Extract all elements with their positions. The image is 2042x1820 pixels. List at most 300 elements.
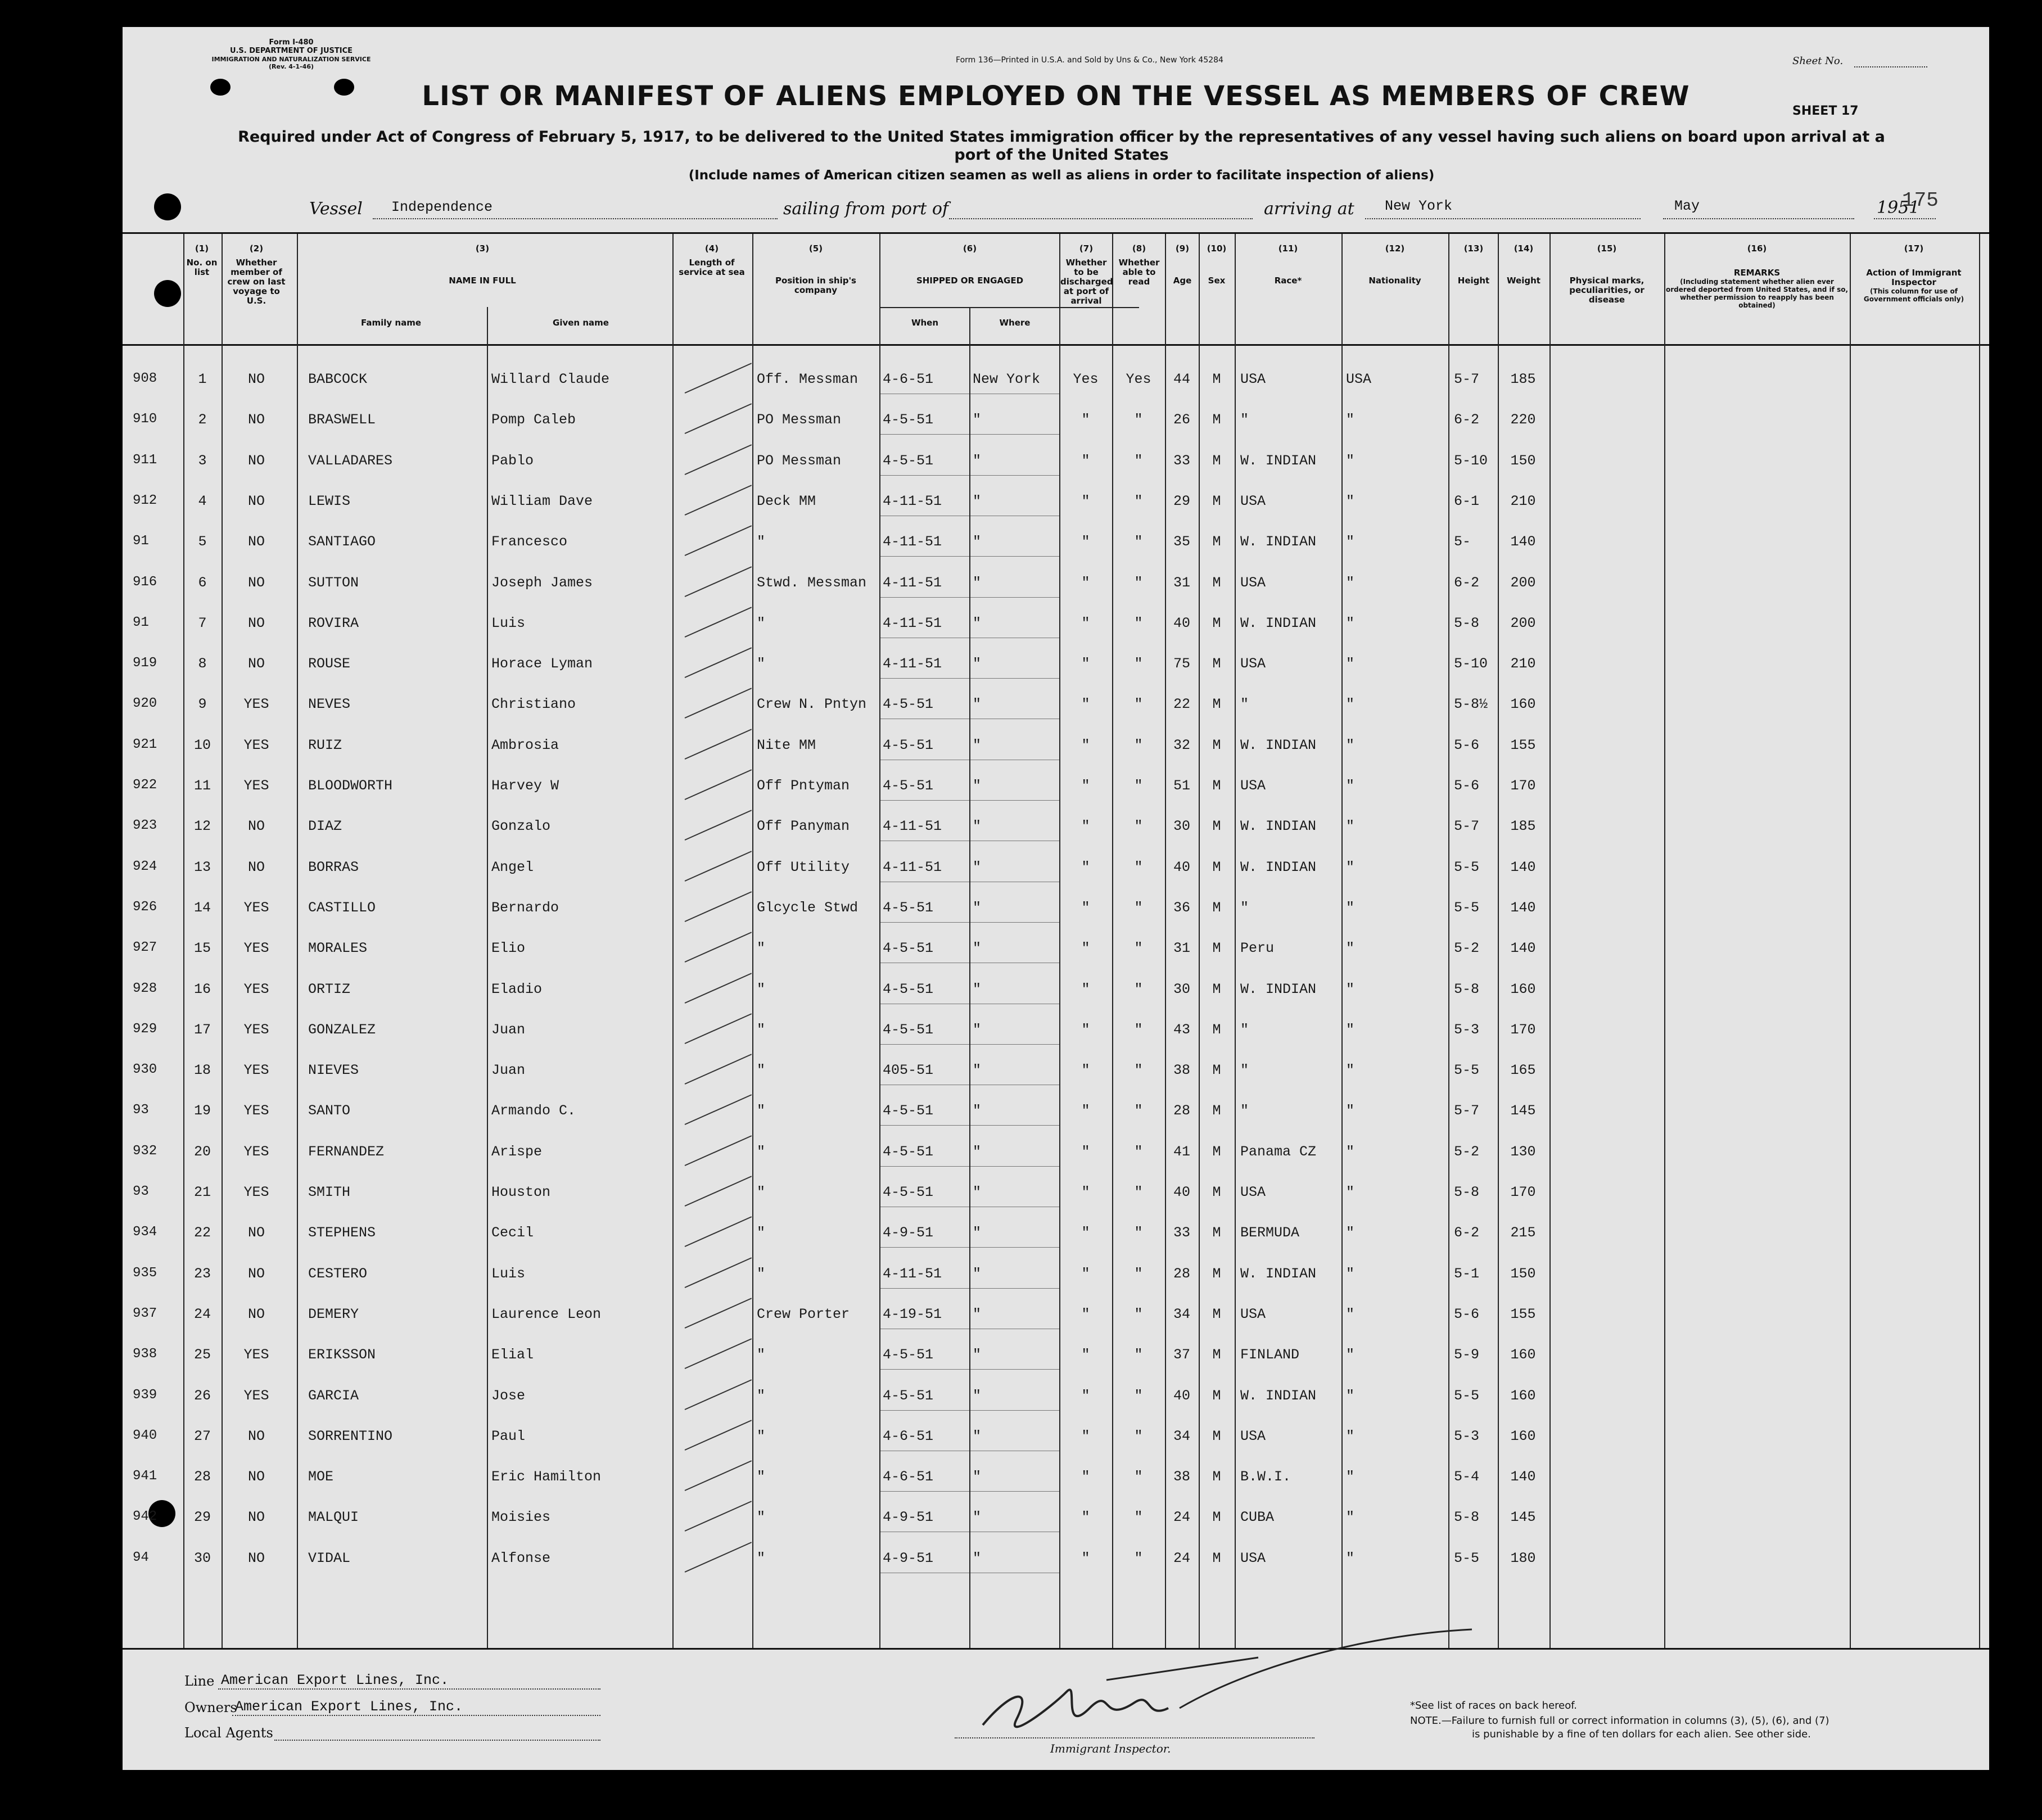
cell-where: "	[973, 737, 982, 753]
cell-when: 4-11-51	[883, 574, 942, 591]
cell-race: "	[1240, 899, 1249, 916]
cell-position: PO Messman	[757, 452, 842, 469]
cell-when: 4-5-51	[883, 940, 934, 957]
header-separator	[123, 344, 1989, 346]
cell-weight: 215	[1510, 1225, 1536, 1241]
cell-nat: "	[1346, 940, 1355, 957]
cell-read: "	[1134, 737, 1143, 753]
service-check-mark	[685, 1460, 752, 1491]
cell-where: "	[973, 778, 982, 794]
cell-disch: "	[1081, 1469, 1090, 1485]
column-rule	[1448, 234, 1449, 1648]
cell-given: Bernardo	[491, 899, 559, 916]
cell-disch: "	[1081, 1021, 1090, 1038]
col-7-head	[1060, 244, 1112, 306]
cell-race: USA	[1240, 574, 1266, 591]
col-15-head	[1551, 244, 1663, 305]
cell-when: 405-51	[883, 1062, 934, 1079]
line-underline	[218, 1688, 600, 1690]
cell-when: 4-5-51	[883, 696, 934, 713]
col-number: (1)	[195, 243, 209, 254]
cell-position: "	[757, 534, 766, 550]
cell-position: "	[757, 940, 766, 957]
cell-no: 7	[198, 615, 207, 631]
cell-where: "	[973, 452, 982, 469]
cell-nat: "	[1346, 412, 1355, 428]
cell-age: 32	[1173, 737, 1190, 753]
cell-race: W. INDIAN	[1240, 818, 1317, 835]
cell-last: YES	[243, 940, 269, 957]
cell-no: 22	[193, 1225, 211, 1241]
cell-where: "	[973, 534, 982, 550]
cell-height: 6-2	[1454, 574, 1480, 591]
cell-read: "	[1134, 859, 1143, 875]
cell-sex: M	[1212, 981, 1221, 997]
sailing-label: sailing from port of	[783, 199, 948, 219]
cell-family: BABCOCK	[308, 371, 368, 387]
col-label: Age	[1173, 276, 1192, 286]
cell-weight: 170	[1510, 778, 1536, 794]
arrival-date: May	[1674, 198, 1700, 214]
cell-given: Ambrosia	[491, 737, 559, 753]
col-number: (15)	[1597, 243, 1617, 254]
cell-height: 6-2	[1454, 412, 1480, 428]
cell-when: 4-11-51	[883, 656, 942, 672]
cell-where: "	[973, 859, 982, 875]
service-check-mark	[685, 810, 752, 841]
cell-nat: "	[1346, 1469, 1355, 1485]
cell-race: W. INDIAN	[1240, 1265, 1317, 1282]
service-check-mark	[685, 973, 752, 1004]
cell-disch: "	[1081, 696, 1090, 713]
cell-age: 40	[1173, 1387, 1190, 1404]
cell-nat: "	[1346, 899, 1355, 916]
cell-read: "	[1134, 1225, 1143, 1241]
cell-height: 6-2	[1454, 1225, 1480, 1241]
cell-age: 37	[1173, 1347, 1190, 1363]
cell-last: YES	[243, 1103, 269, 1119]
cell-read: "	[1134, 981, 1143, 997]
cell-family: MALQUI	[308, 1509, 359, 1526]
cell-last: YES	[243, 696, 269, 713]
cell-weight: 145	[1510, 1509, 1536, 1526]
cell-read: "	[1134, 574, 1143, 591]
cell-disch: "	[1081, 1062, 1090, 1079]
service-check-mark	[685, 688, 752, 719]
column-rule	[1341, 234, 1343, 1648]
cell-no: 2	[198, 412, 207, 428]
column-rule	[1549, 234, 1551, 1648]
owners-value: American Export Lines, Inc.	[235, 1699, 463, 1715]
col-8-head	[1113, 244, 1165, 287]
cell-nat: "	[1346, 1347, 1355, 1363]
service-check-mark	[685, 1095, 752, 1126]
col-number: (9)	[1175, 243, 1190, 254]
cell-position: "	[757, 1509, 766, 1526]
cell-no: 25	[193, 1347, 211, 1363]
service-check-mark	[685, 444, 752, 475]
cell-given: Armando C.	[491, 1103, 576, 1119]
cell-where: "	[973, 1306, 982, 1322]
col-12-head	[1343, 244, 1447, 286]
cell-where: "	[973, 1265, 982, 1282]
cell-disch: "	[1081, 1184, 1090, 1200]
column-rule	[1664, 234, 1665, 1648]
cell-where: "	[973, 696, 982, 713]
service-check-mark	[685, 525, 752, 556]
row-margin-number: 911	[133, 452, 157, 468]
row-margin-number: 912	[133, 493, 157, 508]
cell-no: 29	[193, 1509, 211, 1526]
cell-where: "	[973, 1062, 982, 1079]
cell-weight: 185	[1510, 818, 1536, 835]
cell-given: Harvey W	[491, 778, 559, 794]
column-rule	[969, 307, 970, 1648]
cell-disch: "	[1081, 1103, 1090, 1119]
manifest-sheet	[123, 27, 1989, 1770]
col-label: Position in ship's company	[775, 276, 856, 295]
row-margin-number: 91	[133, 615, 149, 630]
cell-disch: "	[1081, 1428, 1090, 1444]
row-margin-number: 942	[133, 1509, 157, 1525]
cell-age: 34	[1173, 1428, 1190, 1444]
col-2-head	[223, 244, 290, 306]
cell-last: NO	[247, 1550, 265, 1566]
cell-age: 28	[1173, 1103, 1190, 1119]
arrival-year: 1951	[1877, 198, 1920, 218]
cell-position: "	[757, 1062, 766, 1079]
cell-given: Paul	[491, 1428, 526, 1444]
owners-underline	[232, 1715, 600, 1716]
cell-race: USA	[1240, 1428, 1266, 1444]
service-check-mark	[685, 1420, 752, 1451]
line-value: American Export Lines, Inc.	[221, 1672, 449, 1688]
row-margin-number: 93	[133, 1184, 149, 1199]
cell-height: 5-5	[1454, 1062, 1480, 1079]
cell-height: 5-10	[1454, 656, 1488, 672]
col-label: Weight	[1507, 276, 1540, 286]
cell-no: 13	[193, 859, 211, 875]
cell-height: 5-7	[1454, 1103, 1480, 1119]
inspector-line	[955, 1737, 1314, 1738]
cell-sex: M	[1212, 534, 1221, 550]
cell-no: 6	[198, 574, 207, 591]
col-5-head	[753, 244, 878, 295]
cell-sex: M	[1212, 1306, 1221, 1322]
col-4-head	[672, 244, 751, 277]
cell-disch: "	[1081, 412, 1090, 428]
cell-age: 38	[1173, 1062, 1190, 1079]
cell-sex: M	[1212, 1103, 1221, 1119]
service-check-mark	[685, 607, 752, 638]
cell-last: NO	[247, 818, 265, 835]
cell-height: 5-5	[1454, 899, 1480, 916]
cell-last: YES	[243, 1062, 269, 1079]
cell-family: SMITH	[308, 1184, 351, 1200]
cell-read: "	[1134, 899, 1143, 916]
cell-when: 4-11-51	[883, 534, 942, 550]
cell-race: USA	[1240, 493, 1266, 509]
cell-sex: M	[1212, 859, 1221, 875]
cell-last: NO	[247, 615, 265, 631]
cell-disch: "	[1081, 1347, 1090, 1363]
cell-race: BERMUDA	[1240, 1225, 1300, 1241]
cell-where: "	[973, 1347, 982, 1363]
col-number: (4)	[704, 243, 719, 254]
cell-disch: "	[1081, 859, 1090, 875]
row-margin-number: 94	[133, 1550, 149, 1565]
cell-height: 5-2	[1454, 940, 1480, 957]
col-10-head	[1200, 244, 1234, 286]
cell-race: W. INDIAN	[1240, 1387, 1317, 1404]
cell-where: "	[973, 1225, 982, 1241]
cell-where: "	[973, 1387, 982, 1404]
cell-nat: "	[1346, 1184, 1355, 1200]
column-rule	[879, 234, 880, 1648]
cell-nat: "	[1346, 534, 1355, 550]
column-rule	[297, 234, 298, 1648]
cell-race: W. INDIAN	[1240, 981, 1317, 997]
column-rule	[1165, 234, 1166, 1648]
cell-no: 28	[193, 1469, 211, 1485]
cell-no: 1	[198, 371, 207, 387]
cell-no: 18	[193, 1062, 211, 1079]
cell-sex: M	[1212, 656, 1221, 672]
cell-nat: "	[1346, 818, 1355, 835]
cell-given: Houston	[491, 1184, 551, 1200]
races-note: *See list of races on back hereof.	[1410, 1700, 1577, 1711]
cell-nat: "	[1346, 1143, 1355, 1160]
cell-last: NO	[247, 574, 265, 591]
cell-position: "	[757, 981, 766, 997]
column-rule	[1199, 234, 1200, 1648]
cell-sex: M	[1212, 1428, 1221, 1444]
cell-no: 26	[193, 1387, 211, 1404]
cell-read: "	[1134, 1265, 1143, 1282]
cell-given: Horace Lyman	[491, 656, 593, 672]
cell-read: "	[1134, 940, 1143, 957]
col-number: (3)	[475, 243, 490, 254]
cell-weight: 220	[1510, 412, 1536, 428]
cell-nat: "	[1346, 696, 1355, 713]
cell-nat: "	[1346, 574, 1355, 591]
cell-weight: 140	[1510, 940, 1536, 957]
cell-nat: "	[1346, 1509, 1355, 1526]
cell-age: 44	[1173, 371, 1190, 387]
cell-weight: 200	[1510, 574, 1536, 591]
cell-weight: 145	[1510, 1103, 1536, 1119]
page-number: 175	[1902, 189, 1939, 212]
cell-weight: 170	[1510, 1184, 1536, 1200]
cell-given: Laurence Leon	[491, 1306, 602, 1322]
col-number: (17)	[1904, 243, 1924, 254]
cell-height: 5-8	[1454, 615, 1480, 631]
column-rule	[1112, 234, 1113, 1648]
cell-when: 4-5-51	[883, 1103, 934, 1119]
cell-family: STEPHENS	[308, 1225, 376, 1241]
cell-no: 5	[198, 534, 207, 550]
cell-age: 38	[1173, 1469, 1190, 1485]
cell-when: 4-5-51	[883, 1143, 934, 1160]
cell-weight: 200	[1510, 615, 1536, 631]
year-line	[1874, 218, 1936, 219]
cell-nat: "	[1346, 859, 1355, 875]
cell-no: 19	[193, 1103, 211, 1119]
service-check-mark	[685, 1542, 752, 1573]
cell-when: 4-9-51	[883, 1509, 934, 1526]
cell-sex: M	[1212, 1062, 1221, 1079]
owners-label: Owners	[184, 1700, 237, 1715]
cell-last: YES	[243, 778, 269, 794]
service-check-mark	[685, 1501, 752, 1532]
col-14-head	[1499, 244, 1548, 286]
cell-race: "	[1240, 1021, 1249, 1038]
cell-position: Off Pntyman	[757, 778, 850, 794]
cell-nat: "	[1346, 1225, 1355, 1241]
cell-sex: M	[1212, 493, 1221, 509]
cell-weight: 160	[1510, 1428, 1536, 1444]
cell-weight: 140	[1510, 859, 1536, 875]
cell-read: "	[1134, 1143, 1143, 1160]
cell-position: Stwd. Messman	[757, 574, 867, 591]
service-check-mark	[685, 891, 752, 922]
cell-sex: M	[1212, 737, 1221, 753]
cell-family: SORRENTINO	[308, 1428, 393, 1444]
row-margin-number: 93	[133, 1103, 149, 1118]
printer-line: Form 136—Printed in U.S.A. and Sold by Uns & Co., New York 45284	[956, 56, 1223, 65]
agents-label: Local Agents	[184, 1725, 273, 1741]
column-rule	[222, 234, 223, 1648]
cell-age: 41	[1173, 1143, 1190, 1160]
cell-no: 24	[193, 1306, 211, 1322]
arriving-label: arriving at	[1264, 199, 1354, 219]
cell-position: Deck MM	[757, 493, 816, 509]
cell-position: Crew N. Pntyn	[757, 696, 867, 713]
cell-disch: "	[1081, 899, 1090, 916]
cell-read: "	[1134, 1428, 1143, 1444]
cell-sex: M	[1212, 778, 1221, 794]
service-check-mark	[685, 647, 752, 678]
cell-age: 40	[1173, 1184, 1190, 1200]
cell-disch: "	[1081, 818, 1090, 835]
cell-disch: "	[1081, 534, 1090, 550]
cell-read: Yes	[1126, 371, 1151, 387]
service: IMMIGRATION AND NATURALIZATION SERVICE	[211, 56, 371, 63]
cell-race: W. INDIAN	[1240, 452, 1317, 469]
cell-age: 31	[1173, 940, 1190, 957]
cell-family: NIEVES	[308, 1062, 359, 1079]
cell-read: "	[1134, 1184, 1143, 1200]
col-11-head	[1236, 244, 1340, 286]
cell-disch: "	[1081, 656, 1090, 672]
line-label: Line	[184, 1673, 215, 1689]
cell-read: "	[1134, 1103, 1143, 1119]
cell-family: ROVIRA	[308, 615, 359, 631]
cell-position: "	[757, 656, 766, 672]
cell-given: Eladio	[491, 981, 543, 997]
cell-race: Peru	[1240, 940, 1275, 957]
cell-position: Crew Porter	[757, 1306, 850, 1322]
cell-last: NO	[247, 1225, 265, 1241]
row-margin-number: 934	[133, 1225, 157, 1240]
cell-disch: "	[1081, 1265, 1090, 1282]
cell-family: SANTO	[308, 1103, 351, 1119]
cell-sex: M	[1212, 1265, 1221, 1282]
cell-position: Off Panyman	[757, 818, 850, 835]
cell-height: 5-6	[1454, 1306, 1480, 1322]
column-rule	[1850, 234, 1851, 1648]
cell-height: 5-5	[1454, 1550, 1480, 1566]
cell-no: 12	[193, 818, 211, 835]
cell-read: "	[1134, 1387, 1143, 1404]
row-margin-number: 940	[133, 1428, 157, 1443]
cell-sex: M	[1212, 1184, 1221, 1200]
col-label: Physical marks, peculiarities, or disease	[1569, 276, 1645, 305]
cell-last: NO	[247, 371, 265, 387]
col-label: Sex	[1208, 276, 1226, 286]
col-13-head	[1449, 244, 1498, 286]
cell-when: 4-5-51	[883, 452, 934, 469]
cell-no: 14	[193, 899, 211, 916]
col-3b-head: Given name	[553, 318, 609, 328]
sheet-no-line	[1854, 66, 1927, 67]
subheader-separator	[880, 307, 1139, 308]
arriving-port: New York	[1385, 198, 1453, 214]
cell-position: "	[757, 1347, 766, 1363]
cell-race: USA	[1240, 1550, 1266, 1566]
row-margin-number: 910	[133, 412, 157, 427]
inspector-signature	[966, 1624, 1494, 1759]
cell-nat: "	[1346, 737, 1355, 753]
cell-disch: "	[1081, 981, 1090, 997]
cell-weight: 180	[1510, 1550, 1536, 1566]
col-9-head	[1166, 244, 1199, 286]
service-check-mark	[685, 1379, 752, 1410]
cell-disch: "	[1081, 1225, 1090, 1241]
service-check-mark	[685, 1135, 752, 1166]
cell-given: Angel	[491, 859, 534, 875]
cell-weight: 130	[1510, 1143, 1536, 1160]
col-3-head	[297, 244, 668, 286]
col-number: (13)	[1463, 243, 1484, 254]
cell-sex: M	[1212, 940, 1221, 957]
cell-position: "	[757, 615, 766, 631]
cell-no: 30	[193, 1550, 211, 1566]
cell-read: "	[1134, 1347, 1143, 1363]
col-6a-head: When	[911, 318, 939, 328]
form-number: Form I-480	[269, 38, 314, 47]
cell-age: 40	[1173, 859, 1190, 875]
column-rule	[1979, 234, 1980, 1648]
subtitle-port: port of the United States	[954, 146, 1169, 164]
cell-weight: 185	[1510, 371, 1536, 387]
cell-disch: "	[1081, 1387, 1090, 1404]
cell-position: Off. Messman	[757, 371, 859, 387]
row-margin-number: 938	[133, 1347, 157, 1362]
cell-when: 4-11-51	[883, 615, 942, 631]
cell-family: SUTTON	[308, 574, 359, 591]
cell-last: YES	[243, 1143, 269, 1160]
service-check-mark	[685, 1338, 752, 1369]
cell-given: Luis	[491, 1265, 526, 1282]
row-margin-number: 922	[133, 778, 157, 793]
cell-race: FINLAND	[1240, 1347, 1300, 1363]
row-margin-number: 923	[133, 818, 157, 834]
cell-disch: "	[1081, 1550, 1090, 1566]
cell-nat: "	[1346, 778, 1355, 794]
cell-disch: "	[1081, 778, 1090, 794]
cell-sex: M	[1212, 452, 1221, 469]
